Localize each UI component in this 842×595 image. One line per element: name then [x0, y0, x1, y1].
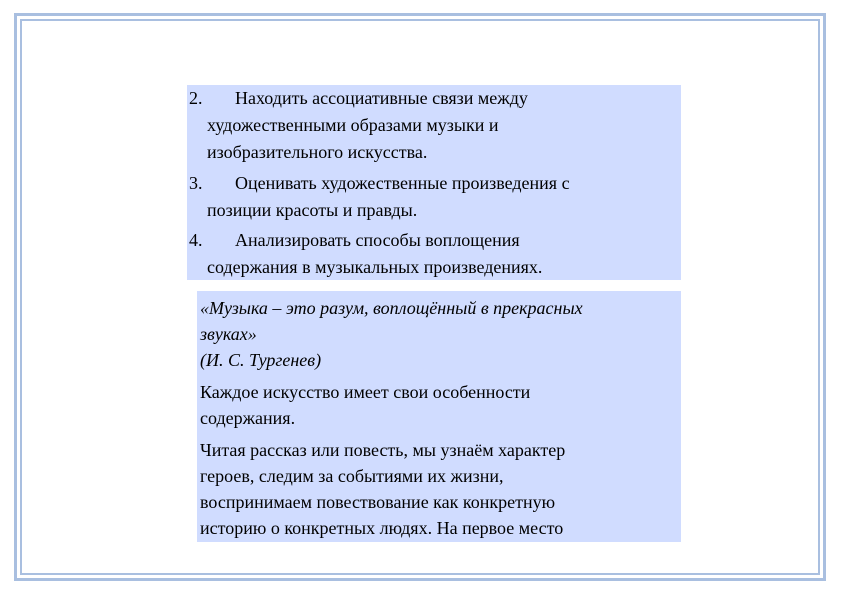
paragraph-line: историю о конкретных людях. На первое место	[200, 518, 564, 538]
paragraph-line: воспринимаем повествование как конкретную	[200, 492, 556, 512]
paragraph-line: Читая рассказ или повесть, мы узнаём характер	[200, 440, 566, 460]
list-item-text: изобразительного искусства.	[207, 142, 428, 162]
paragraph-line: героев, следим за событиями их жизни,	[200, 466, 504, 486]
text-block	[197, 291, 681, 542]
list-item-number: 3.	[189, 173, 203, 193]
paragraph-line: содержания.	[200, 408, 296, 428]
quote-line: «Музыка – это разум, воплощённый в прекрасных	[200, 298, 583, 318]
list-item-text: Находить ассоциативные связи между	[235, 88, 528, 108]
list-item-text: позиции красоты и правды.	[207, 200, 418, 220]
list-item-text: Оценивать художественные произведения с	[235, 173, 570, 193]
quote-author: (И. С. Тургенев)	[200, 350, 322, 370]
paragraph-line: Каждое искусство имеет свои особенности	[200, 382, 531, 402]
numbered-list	[187, 85, 681, 280]
list-item-text: Анализировать способы воплощения	[235, 230, 520, 250]
list-item-number: 2.	[189, 88, 203, 108]
quote-line: звуках»	[200, 324, 257, 344]
list-item-text: художественными образами музыки и	[207, 115, 499, 135]
list-item-text: содержания в музыкальных произведениях.	[207, 257, 543, 277]
list-item-number: 4.	[189, 230, 203, 250]
